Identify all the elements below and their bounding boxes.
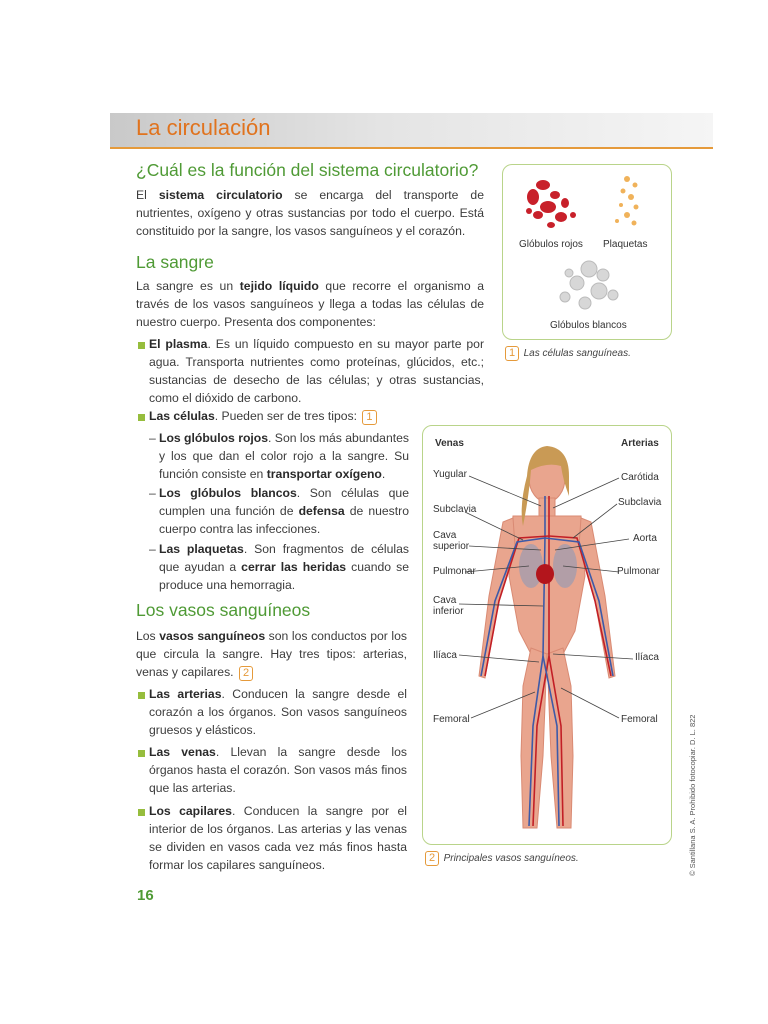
caption-1-number: 1 [505, 346, 519, 361]
label-iliaca-arteria: Ilíaca [635, 652, 659, 663]
label-plaquetas: Plaquetas [603, 239, 648, 250]
item-plasma: El plasma. Es un líquido compuesto en su mayor parte por agua. Transporta nutrientes como proteínas, glúcidos, etc.; sustancias de desecho de las células; y otras sustancias, como el dióxido de carbono. [149, 337, 485, 405]
item-capilares: Los capilares. Conducen la sangre por el interior de los órganos. Las arterias y las venas se dividen en vasos cada vez más finos hasta formar los capilares sanguíneos. [149, 804, 407, 872]
label-subclavia-arteria: Subclavia [618, 497, 662, 508]
page-number: 16 [137, 887, 154, 904]
label-arterias-title: Arterias [621, 438, 659, 449]
heading-funcion: ¿Cuál es la función del sistema circulatorio? [136, 160, 479, 180]
dash-blancos: – [149, 486, 156, 500]
label-yugular: Yugular [433, 469, 467, 480]
label-aorta: Aorta [633, 533, 657, 544]
label-femoral-vena: Femoral [433, 714, 470, 725]
bullet-arterias [138, 692, 145, 699]
paragraph-vasos: Los vasos sanguíneos son los conductos por los que circula la sangre. Hay tres tipos: arterias, venas y capilares. 2 [136, 629, 407, 679]
label-venas-title: Venas [435, 438, 464, 449]
item-celulas: Las células. Pueden ser de tres tipos: 1 [149, 407, 484, 425]
dash-plaquetas: – [149, 542, 156, 556]
item-globulos-rojos: Los glóbulos rojos. Son los más abundantes y los que dan el color rojo a la sangre. Su función consiste en transportar oxígeno. [159, 431, 409, 481]
bullet-venas [138, 750, 145, 757]
item-venas: Las venas. Llevan la sangre desde los órganos hasta el corazón. Son vasos más finos que las arterias. [149, 745, 407, 795]
label-carotida: Carótida [621, 472, 659, 483]
blood-cells-illustration [503, 165, 671, 339]
caption-figure-1 [503, 343, 631, 361]
label-femoral-arteria: Femoral [621, 714, 658, 725]
caption-2-text: Principales vasos sanguíneos. [443, 853, 579, 864]
page-title: La circulación [136, 115, 271, 140]
item-arterias: Las arterias. Conducen la sangre desde el corazón a los órganos. Son vasos sanguíneos gruesos y elásticos. [149, 687, 408, 737]
item-plaquetas: Las plaquetas. Son fragmentos de células que ayudan a cerrar las heridas cuando se produce una hemorragia. [159, 542, 410, 592]
figure-ref-2[interactable]: 2 [239, 666, 253, 681]
title-underline [110, 147, 713, 149]
item-globulos-blancos: Los glóbulos blancos. Son células que cumplen una función de defensa de nuestro cuerpo contra las infecciones. [159, 486, 409, 536]
paragraph-sangre: La sangre es un tejido líquido que recorre el organismo a través de los vasos sanguíneos y llega a todas las células de nuestro cuerpo. Presenta dos componentes: [136, 279, 484, 329]
body-vessels-illustration [423, 426, 671, 844]
bullet-celulas [138, 414, 145, 421]
heading-vasos: Los vasos sanguíneos [136, 600, 311, 620]
label-subclavia-vena: Subclavia [433, 504, 477, 515]
heart [536, 564, 554, 584]
label-iliaca-vena: Ilíaca [433, 650, 457, 661]
label-pulmonar-arteria: Pulmonar [617, 566, 660, 577]
figure-blood-cells [502, 164, 672, 340]
caption-2-number: 2 [425, 851, 439, 866]
label-cava-superior: Cava superior [433, 530, 470, 552]
paragraph-funcion: El sistema circulatorio se encarga del transporte de nutrientes, oxígeno y otras sustancias por todo el cuerpo. Está constituido por la sangre, los vasos sanguíneos y el corazón. [136, 188, 484, 238]
label-cava-inferior: Cava inferior [433, 595, 464, 617]
copyright-side-text: © Santillana S. A. Prohibido fotocopiar. D. L. 822 [688, 714, 697, 876]
figure-blood-vessels [422, 425, 672, 845]
body-silhouette [479, 454, 615, 828]
label-pulmonar-vena: Pulmonar [433, 566, 476, 577]
dash-rojos: – [149, 431, 156, 445]
bullet-plasma [138, 342, 145, 349]
caption-1-text: Las células sanguíneas. [523, 348, 631, 359]
bullet-capilares [138, 809, 145, 816]
label-globulos-blancos: Glóbulos blancos [550, 320, 627, 331]
figure-ref-1[interactable]: 1 [362, 410, 376, 425]
heading-sangre: La sangre [136, 252, 214, 272]
caption-figure-2 [423, 848, 579, 866]
label-globulos-rojos: Glóbulos rojos [519, 239, 583, 250]
